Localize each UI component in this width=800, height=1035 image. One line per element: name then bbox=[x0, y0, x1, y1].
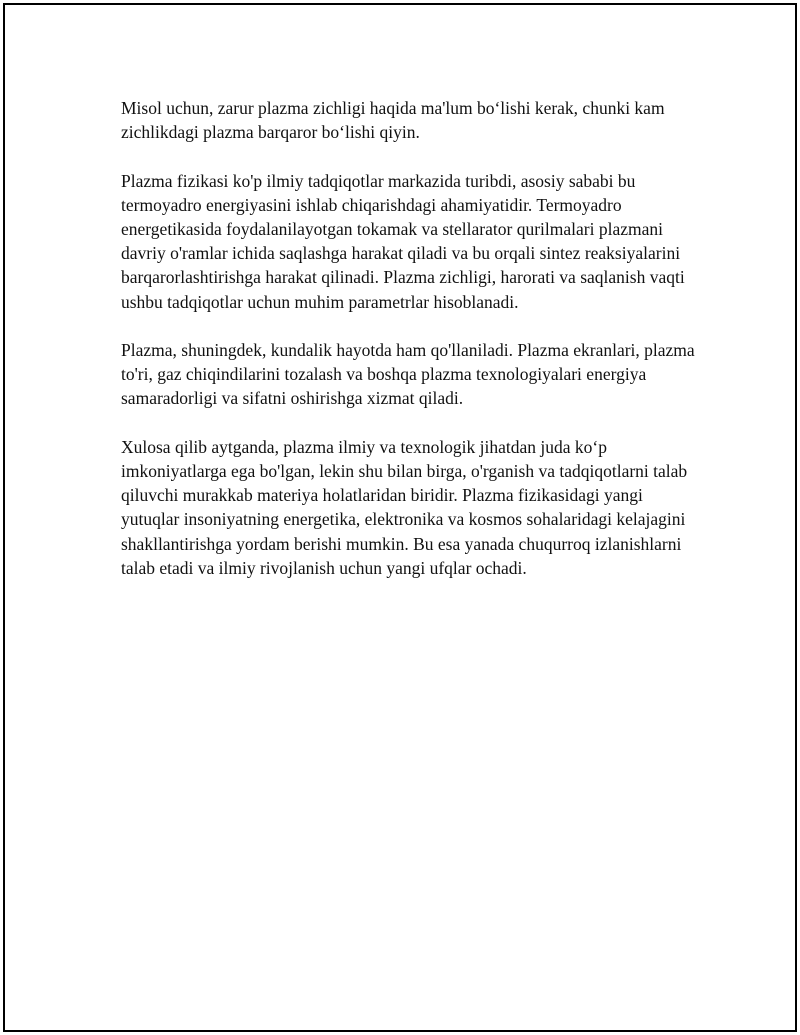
paragraph-1: Misol uchun, zarur plazma zichligi haqida ma'lum bo‘lishi kerak, chunki kam zichlikdagi plazma barqaror bo‘lishi qiyin. bbox=[121, 98, 665, 143]
paragraph-2: Plazma fizikasi ko'p ilmiy tadqiqotlar markazida turibdi, asosiy sababi bu termoyadro energiyasini ishlab chiqarishdagi ahamiyatidir. Termoyadro energetikasida foydalanilayotgan tokamak va stellarator qurilmalari plazmani davriy o'ramlar ichida saqlashga harakat qiladi va bu orqali sintez reaksiyalarini barqarorlashtirishga harakat qilinadi. Plazma zichligi, harorati va saqlanish vaqti ushbu tadqiqotlar uchun muhim parametrlar hisoblanadi. bbox=[121, 170, 685, 312]
paragraph-3: Plazma, shuningdek, kundalik hayotda ham qo'llaniladi. Plazma ekranlari, plazma to'ri, gaz chiqindilarini tozalash va boshqa plazma texnologiyalari energiya samaradorligi va sifatni oshirishga xizmat qiladi. bbox=[121, 340, 695, 409]
document-page bbox=[3, 3, 797, 1032]
paragraph-4: Xulosa qilib aytganda, plazma ilmiy va texnologik jihatdan juda ko‘p imkoniyatlarga ega bo'lgan, lekin shu bilan birga, o'rganish va tadqiqotlarni talab qiluvchi murakkab materiya holatlaridan biridir. Plazma fizikasidagi yangi yutuqlar insoniyatning energetika, elektronika va kosmos sohalaridagi kelajagini shakllantirishga yordam berishi mumkin. Bu esa yanada chuqurroq izlanishlarni talab etadi va ilmiy rivojlanish uchun yangi ufqlar ochadi. bbox=[121, 436, 688, 578]
document-body bbox=[121, 96, 701, 604]
